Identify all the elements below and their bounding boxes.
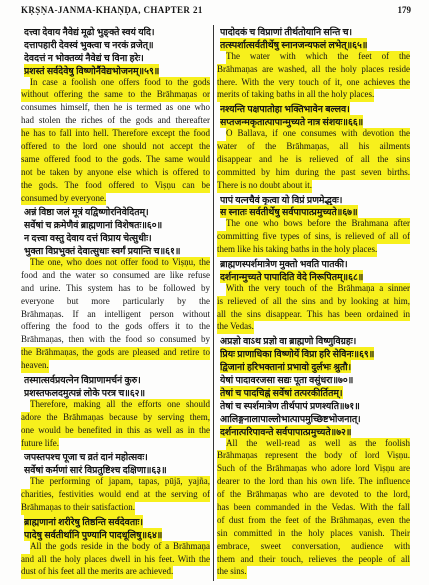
verse-line: सर्वेषां च क्रमेणैवं ब्राह्मणानां विशेषतः॥६०॥	[24, 221, 163, 232]
text-line: of dust from the feet of the Brāhmaṇas, even the	[217, 515, 410, 528]
text-line: the gods. The food offered to Viṣṇu can be	[21, 180, 210, 193]
verse-line: देवदत्तं न भोक्तव्यं नैवेद्यं च विना हरेः।	[24, 53, 144, 64]
verse-line: आलिङ्गनालापाल्लोभात्पापमुच्छिष्टभोजनात्।	[220, 414, 361, 425]
text-line: without offering the same to the Brāhmaṇas or	[21, 89, 210, 102]
text-line: embrace, sweet conversation, audience with	[217, 541, 410, 554]
text-line: All the well-read as well as the foolish	[226, 438, 410, 451]
column-divider	[213, 25, 214, 581]
verse-line: न दत्त्वा वस्तु देवाय दत्तं विप्राय चेत्सुधीः।	[24, 234, 152, 245]
text-line: The one, who does not offer food to Viṣṇu, the	[30, 257, 210, 270]
text-line: The performing of japam, tapas, pūjā, yajña,	[30, 476, 210, 489]
verse-line: पापं यत्नचैवं कृत्वा यो विप्रं प्रणमेद्भुवः।	[220, 195, 343, 206]
text-line: In case a foolish one offers food to the gods	[30, 77, 210, 90]
verse-line: प्रशस्तफलदमुत्पन्नं लोके परत्र च॥६२॥	[24, 388, 146, 399]
verse-line: नश्यन्ति पक्षपातोहा भक्तिभावेन बल्लव।	[220, 102, 350, 115]
text-line: of the Brāhmaṇas who are devoted to the lord,	[217, 489, 410, 502]
translation-paragraph	[21, 476, 210, 515]
text-line: he has to fall into hell. Therefore except the food	[21, 128, 210, 141]
verse-line: तत्स्पर्शात्सर्वतीर्थेषु स्नानजन्यफलं लभेत्॥६५॥	[220, 38, 367, 51]
text-line: same offered food to the gods. The same would	[21, 154, 210, 167]
text-line: Brāhmaṇas represent the body of lord Viṣṇu.	[217, 450, 410, 463]
text-line: All the gods reside in the body of a Brāhmaṇa	[30, 541, 210, 554]
text-line: The water with which the feet of the	[226, 51, 410, 64]
verse-line: तस्मात्सर्वप्रयत्नेन विप्राणामर्चनं कुरु।	[24, 376, 141, 386]
translation-paragraph	[21, 541, 210, 580]
verse-line: सर्वेषां कर्मणां सारं विप्रतुष्टिश्च दक्षिणा॥६३॥	[24, 466, 167, 477]
text-line: and all the holy places dwell in his feet. With the	[21, 554, 210, 567]
chapter-title: KṚṢṆA-JANMA-KHAṆḌA, CHAPTER 21	[21, 5, 203, 15]
text-line: committing five types of sins, is relieved of all of	[217, 231, 410, 244]
verse-line: द्विजानां हरिभक्तानां प्रभावो दुर्लभः श्रुतौ।	[220, 360, 351, 373]
verse-line: दर्शनात्परिपावन्ते सर्वपापात्प्रमुच्यते॥७२॥	[220, 425, 351, 438]
verse-line: अन्नं विष्ठा जलं मूत्रं यद्विष्णोरनिवेदितम्।	[24, 208, 149, 219]
text-line: adore the Brāhmaṇas because by serving them,	[21, 412, 210, 425]
verse-line: अप्रज्ञो वाऽथ प्रज्ञो वा ब्राह्मणो विष्णुविग्रहः।	[220, 337, 357, 348]
text-line: dust of his feet all the merits are achieved.	[21, 566, 173, 579]
text-line: O Ballava, if one consumes with devotion the	[226, 128, 410, 141]
sanskrit-verse	[217, 257, 410, 283]
sanskrit-verse	[217, 193, 410, 219]
text-line: consumed by everyone.	[21, 193, 106, 206]
verse-line: येषां पादावरजसा सद्यः पूता वसुंधरा॥७०॥	[220, 376, 354, 386]
verse-line: भुक्ता विप्रभुक्तं देवात्सुधाः स्वर्गं प्रयान्ति च॥६१॥	[24, 247, 181, 258]
sanskrit-verse	[21, 515, 210, 541]
verse-line: दत्तापहारी देवस्वं भुक्त्वा च नरकं व्रजेत्॥	[24, 40, 154, 51]
right-column	[217, 25, 410, 583]
verse-line: तेषां च पादचिह्नं सर्वेषां तत्परकीर्तितम्।	[220, 386, 343, 399]
verse-line: स स्नातः सर्वतीर्थेषु सर्वपापात्प्रमुच्यते॥६७॥	[220, 205, 358, 218]
text-line: water of the Brāhmaṇas, all his ailments	[217, 141, 410, 154]
text-line: heaven.	[21, 360, 49, 373]
sanskrit-verse	[217, 102, 410, 128]
sanskrit-verse	[21, 205, 210, 257]
translation-paragraph	[217, 128, 410, 192]
verse-line: प्रशस्तं सर्वदेवेषु विष्णोर्नैवेद्यभोजनम्॥५९॥	[24, 64, 159, 77]
sanskrit-verse	[21, 25, 210, 77]
verse-line: पादेषु सर्वतीर्थानि पुण्यानि पादधूलिषु॥६४॥	[24, 528, 162, 541]
verse-line: प्रियः प्राणाधिका विष्णोर्ये विप्रा हरि सेविनः॥६९॥	[220, 347, 374, 360]
text-line: There is no doubt about it.	[217, 180, 312, 193]
translation-paragraph	[21, 77, 210, 206]
verse-line: ब्राह्मणानां शरीरेषु तिष्ठन्ति सर्वदेवताः।	[24, 515, 143, 528]
verse-line: तेषां च स्पर्शमात्रेण तीर्थपापं प्रणश्यति॥७१॥	[220, 401, 360, 412]
verse-line: दर्शनान्मुच्यते पापादिति वेदे निरूपितम्॥६८॥	[220, 270, 363, 283]
translation-paragraph	[21, 257, 210, 373]
text-line: not be taken by anyone else which is offered to	[21, 167, 210, 180]
sanskrit-verse	[21, 373, 210, 399]
text-line: food and the water so consumed are like refuse	[21, 269, 210, 280]
text-line: Therefore, making all the efforts one should	[30, 399, 210, 412]
text-line: the sins.	[217, 566, 247, 579]
text-line: them and their touch, relieves the people of all	[217, 554, 410, 567]
text-line: The one who bows before the Brahmana after	[226, 218, 410, 231]
translation-paragraph	[217, 438, 410, 580]
text-line: charities, festivities would end at the serving of	[21, 489, 210, 502]
text-line: has been commanded in the Vedas. With the fall	[217, 502, 410, 515]
text-line: Brāhmaṇas to their satisfaction.	[21, 502, 135, 515]
translation-paragraph	[217, 51, 410, 103]
text-line: everyone but more particularly by the	[21, 295, 210, 306]
left-column	[21, 25, 210, 583]
text-line: Such of the Brāhmaṇas who adore lord Viṣṇu are	[217, 463, 410, 476]
text-line: With the very touch of the Brāhmaṇa a sinner	[226, 283, 410, 296]
text-line: merits of taking baths in all the holy places.	[217, 89, 374, 102]
text-line: them like his taking baths in the holy places.	[217, 244, 377, 257]
text-line: disappear and he is relieved of all the sins	[217, 154, 410, 167]
text-line: all the sins disappear. This has been ordained in	[217, 309, 410, 322]
text-line: one would be benefited in this as well as in the	[21, 425, 210, 438]
translation-paragraph	[217, 218, 410, 257]
text-line: offering the food to the gods offers it to the	[21, 321, 210, 332]
sanskrit-verse	[217, 334, 410, 437]
text-line: Brāhmaṇas are washed, all the holy places reside	[217, 64, 410, 77]
text-line: there. With the very touch of it, one achieves the	[217, 77, 410, 90]
text-line: committed by him during the past seven births.	[217, 167, 410, 180]
text-line: is relieved of all the sins and by looking at him,	[217, 296, 410, 309]
text-line: consumes himself, then he is termed as one who	[21, 102, 210, 113]
text-line: and urine. This system has to be followed by	[21, 282, 210, 293]
text-line: had stolen the riches of the gods and thereafter	[21, 115, 210, 126]
text-line: sin committed in the holy places vanish. Their	[217, 528, 410, 541]
text-line: Brāhmaṇas. If an intelligent person without	[21, 308, 210, 319]
verse-line: ब्राह्मणस्पर्शमात्रेण मुक्तो भवति पातकी।	[220, 260, 348, 270]
verse-line: पादोदकं च विप्राणां तीर्थतोयानि सन्ति च।	[220, 28, 353, 38]
verse-line: सप्तजन्मकृतात्पापान्मुच्यते नात्र संशयः॥६६॥	[220, 115, 363, 128]
text-line: future life.	[21, 438, 59, 451]
sanskrit-verse	[217, 25, 410, 51]
text-line: the Brāhmaṇas, the gods are pleased and retire to	[21, 347, 210, 360]
text-line: dearer to the lord than his own life. The influence	[217, 476, 410, 489]
page-number: 179	[397, 5, 411, 15]
sanskrit-verse	[21, 450, 210, 476]
text-line: the Vedas.	[217, 321, 254, 334]
translation-paragraph	[217, 283, 410, 335]
text-line: offered to the lord one should not accept the	[21, 141, 210, 154]
verse-line: जपस्तपश्च पूजा च व्रतं दानं महोत्सवः।	[24, 453, 148, 464]
verse-line: दत्त्वा देवाय नैवेद्यं मूढो भुङ्क्ते स्वयं यदि।	[24, 28, 155, 38]
translation-paragraph	[21, 399, 210, 451]
text-line: Brāhmaṇas, then with the food so consumed by	[21, 334, 210, 345]
